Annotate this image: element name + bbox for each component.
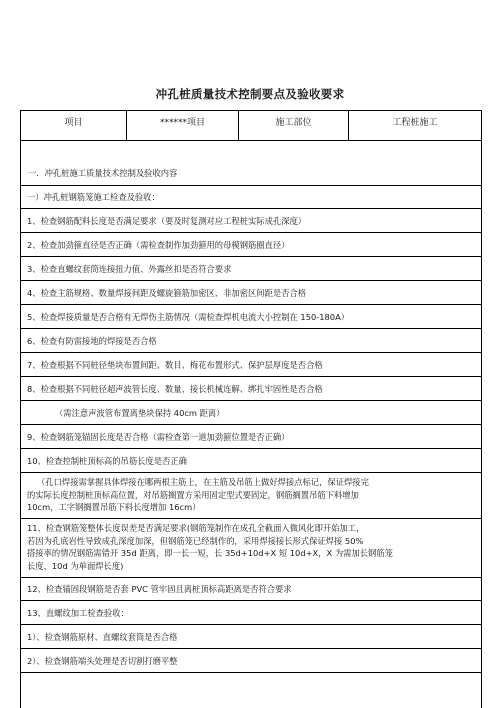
- row-divider: [21, 424, 481, 425]
- row-divider: [21, 577, 481, 578]
- row-divider: [21, 185, 481, 186]
- row-divider: [21, 400, 481, 401]
- inspection-table: [20, 110, 482, 708]
- site-label: 施工部位: [239, 111, 349, 140]
- list-item-note: （需注意声波管布置离垫块保持 40cm 距离）: [55, 408, 225, 418]
- row-divider: [21, 280, 481, 281]
- item-line: 搭接率的情况钢筋需错开 35d 距离，即一长一短，长 35d+10d+X 短 10d+X，X 为需加长钢筋笼: [27, 548, 393, 558]
- list-item: 8、检查根据不同桩径超声波管长度、数量、接长机械连解、绑扎牢固性是否合格: [27, 384, 323, 394]
- item-line: 长度，10d 为单面焊长度): [27, 560, 124, 571]
- list-item-note-block: [27, 476, 369, 514]
- list-item: 7、检查根据不同桩径垫块布置间距、数目、梅花布置形式、保护层厚度是否合格: [27, 360, 323, 370]
- row-divider: [21, 518, 481, 519]
- list-item: 6、检查有防雷接地的焊接是否合格: [27, 336, 157, 346]
- note-line: 10cm，工字钢搁置吊筋下料长度增加 16cm）: [27, 502, 201, 512]
- row-divider: [21, 600, 481, 601]
- item-line: 11、检查钢筋笼整体长度误差是否满足要求(钢筋笼制作在成孔全截面入微风化即开始加工，: [27, 523, 365, 533]
- site-value: 工程桩施工: [392, 118, 438, 128]
- item-line: 若因为孔底岩性导致成孔深度加深，但钢筋笼已经制作的，采用焊接接长形式保证焊接 50%: [27, 535, 364, 546]
- table-header-row: [21, 111, 481, 141]
- row-divider: [21, 304, 481, 305]
- row-divider: [21, 328, 481, 329]
- list-item: 2、检查加劲箍直径是否正确（需检查制作加劲箍用的母模钢筋圈直径）: [27, 240, 290, 250]
- row-divider: [21, 256, 481, 257]
- row-divider: [21, 448, 481, 449]
- project-label: 项目: [21, 111, 127, 140]
- row-divider: [21, 232, 481, 233]
- list-item: 12、检查锚固段钢筋是否套 PVC 管牢固且离桩顶标高距离是否符合要求: [27, 584, 292, 594]
- row-divider: [21, 672, 481, 673]
- row-divider: [21, 648, 481, 649]
- list-item: 3、检查直螺纹套筒连接扭力值、外露丝扣是否符合要求: [27, 264, 232, 274]
- list-item: 1、检查钢筋配料长度是否满足要求（要及时复测对应工程桩实际成孔深度）: [27, 216, 307, 226]
- note-line: 的实际长度控制桩顶标高位置，对吊筋搁置方采用固定型式要固定，钢筋搁置吊筋下料增加: [27, 489, 359, 500]
- project-value: ******项目: [127, 111, 239, 140]
- document-title: 冲孔桩质量技术控制要点及验收要求: [155, 87, 345, 101]
- list-item: 9、检查钢筋笼锚固长度是否合格（需检查第一道加劲箍位置是否正确）: [27, 432, 290, 442]
- row-divider: [21, 472, 481, 473]
- subsection-heading: 一）冲孔桩钢筋笼施工检查及验收：: [27, 192, 160, 202]
- row-divider: [21, 352, 481, 353]
- list-item-block: [27, 522, 393, 572]
- note-line: （孔口焊接需掌握具体焊接在哪两根主筋上，在主筋及吊筋上做好焊接点标记，保证焊接完: [37, 477, 369, 487]
- row-divider: [21, 624, 481, 625]
- list-item: 10、检查控制桩顶标高的吊筋长度是否正确: [27, 456, 187, 466]
- row-divider: [21, 376, 481, 377]
- list-item: 13、直螺纹加工检查验收：: [27, 608, 129, 618]
- list-item: 5、检查焊接质量是否合格有无焊伤主筋情况（需检查焊机电流大小控制在 150-180A）: [27, 312, 350, 322]
- row-divider: [21, 208, 481, 209]
- list-item: 2）、检查钢筋端头处理是否切割打磨平整: [27, 656, 178, 666]
- list-item: 1）、检查钢筋原材、直螺纹套筒是否合格: [27, 632, 178, 642]
- section-heading: 一．冲孔桩施工质量技术控制及验收内容: [28, 168, 178, 178]
- list-item: 4、检查主筋规格、数量焊接间距及螺旋箍筋加密区、非加密区间距是否合格: [27, 288, 307, 298]
